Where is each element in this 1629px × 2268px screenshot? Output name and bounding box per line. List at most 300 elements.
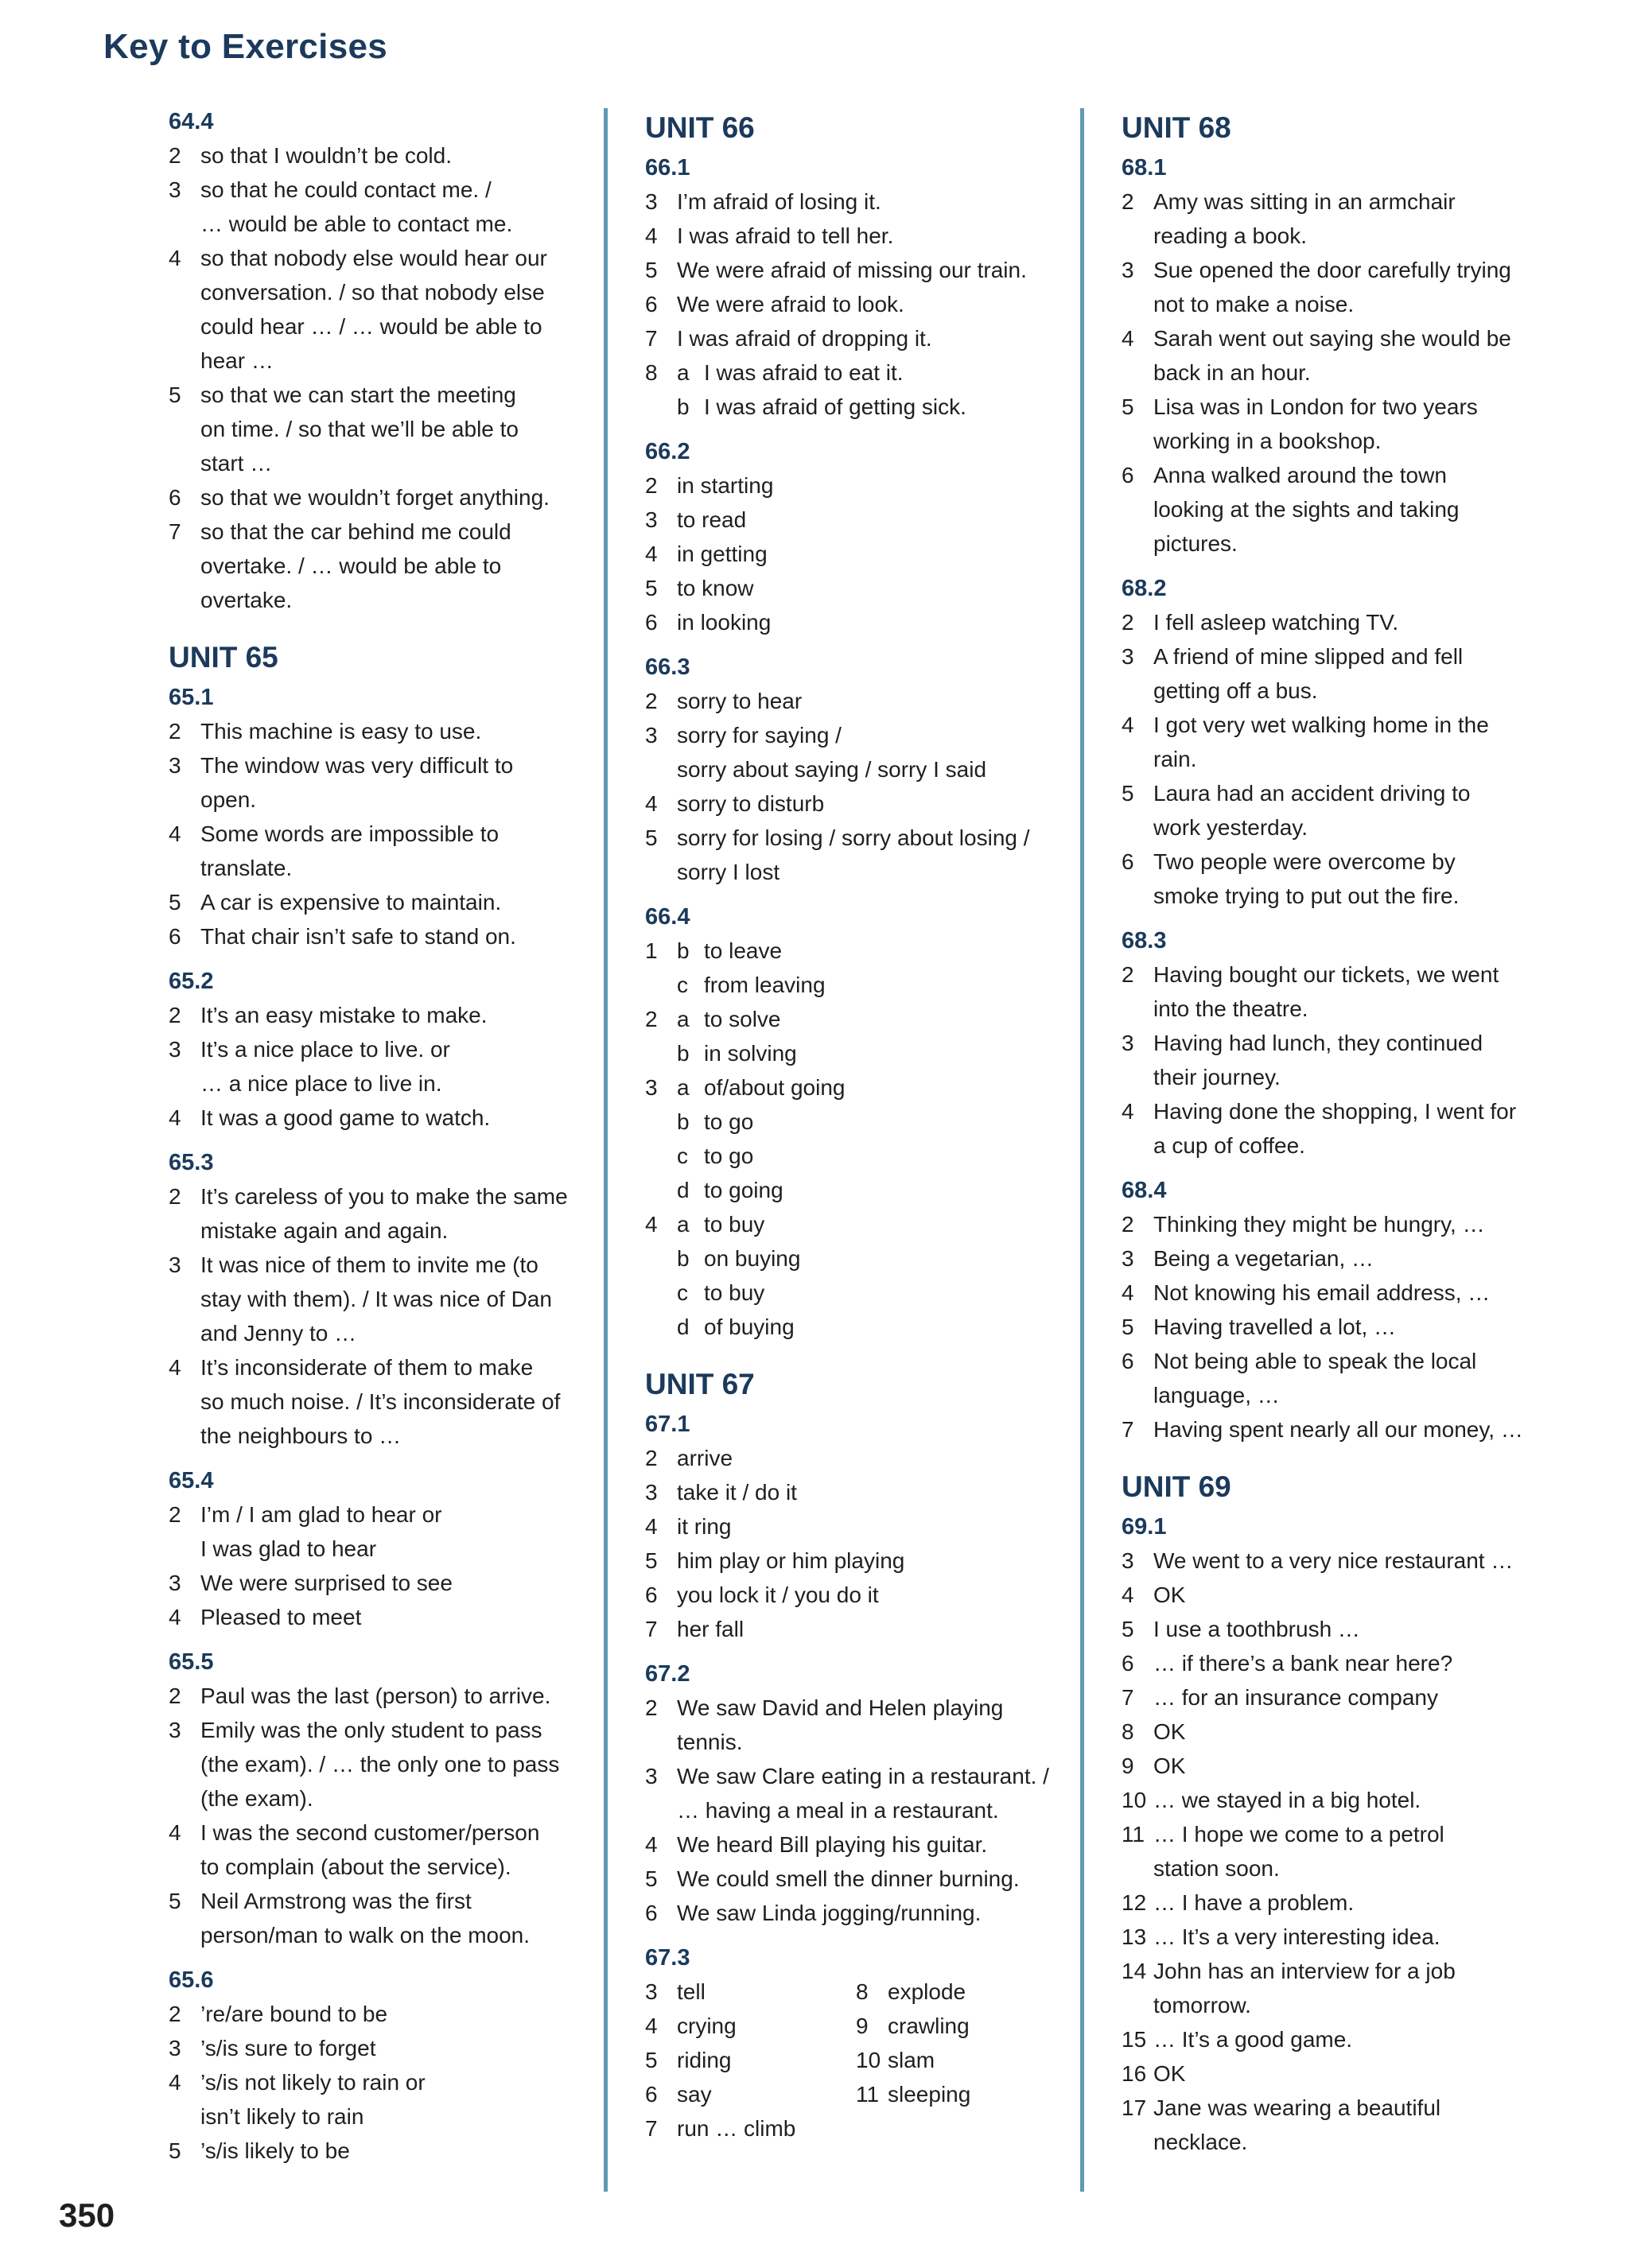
answer-line: rain. <box>1153 747 1197 771</box>
answer-number: 6 <box>645 610 658 635</box>
answer-item <box>645 2009 856 2043</box>
answer-item <box>645 605 1067 639</box>
answer-item <box>1122 390 1551 458</box>
answer-line: Thinking they might be hungry, … <box>1153 1212 1485 1237</box>
answer-line: We were surprised to see <box>200 1571 453 1595</box>
answer-item <box>169 1248 590 1350</box>
answer-line: I fell asleep watching TV. <box>1153 610 1399 635</box>
answer-item <box>1122 253 1551 321</box>
answer-number: 4 <box>1122 713 1134 737</box>
answer-number: 5 <box>645 2048 658 2072</box>
answer-item <box>169 1997 590 2031</box>
answer-line: That chair isn’t safe to stand on. <box>200 924 516 949</box>
answer-item <box>1122 1885 1551 1920</box>
answer-item <box>1122 1310 1551 1344</box>
answer-number: 4 <box>169 821 181 846</box>
answer-body <box>1153 1680 1551 1715</box>
answer-body <box>677 537 1067 571</box>
answer-body <box>1153 2022 1551 2056</box>
answer-number: 2 <box>169 1003 181 1027</box>
answer-text: riding <box>677 2048 732 2072</box>
answer-line: translate. <box>200 856 293 880</box>
answer-item <box>645 718 1067 786</box>
answer-number: 3 <box>1122 1031 1134 1055</box>
column-divider <box>1080 108 1084 2192</box>
answer-number: 6 <box>645 1583 658 1607</box>
answer-item <box>1122 605 1551 639</box>
answer-number: 3 <box>1122 1246 1134 1271</box>
answer-number: 3 <box>645 1075 658 1100</box>
answer-item <box>1122 957 1551 1026</box>
answer-body <box>200 1179 590 1248</box>
answer-body <box>677 821 1067 889</box>
answer-line: We saw Clare eating in a restaurant. / <box>677 1764 1049 1788</box>
sub-letter: a <box>677 360 690 385</box>
answer-number: 3 <box>645 1979 658 2004</box>
answer-number: 2 <box>645 1007 658 1031</box>
answer-line: (the exam). / … the only one to pass <box>200 1752 560 1777</box>
answer-line: him play or him playing <box>677 1548 905 1573</box>
sub-letter: c <box>677 1280 688 1305</box>
two-column-answers <box>645 1975 1067 2146</box>
answer-line: It’s an easy mistake to make. <box>200 1003 488 1027</box>
answer-line: so that nobody else would hear our <box>200 246 547 270</box>
answer-line: work yesterday. <box>1153 815 1308 840</box>
answer-body <box>1153 253 1551 321</box>
column-3 <box>1122 105 1551 2159</box>
answer-line: so that I wouldn’t be cold. <box>200 143 452 168</box>
answer-line: … It’s a very interesting idea. <box>1153 1924 1440 1949</box>
answer-number: 4 <box>169 1820 181 1845</box>
answer-line: Pleased to meet <box>200 1605 362 1629</box>
answer-item <box>1122 1749 1551 1783</box>
sub-letter: a <box>677 1075 690 1100</box>
answer-item <box>169 1497 590 1566</box>
answer-number: 2 <box>1122 189 1134 214</box>
answer-number: 7 <box>645 326 658 351</box>
answer-item <box>645 1862 1067 1896</box>
answer-line: Paul was the last (person) to arrive. <box>200 1684 551 1708</box>
answer-number: 9 <box>1122 1753 1134 1778</box>
answer-line: … a nice place to live in. <box>200 1071 442 1096</box>
answer-body <box>200 1101 590 1135</box>
answer-number: 2 <box>169 1684 181 1708</box>
answer-line: ’s/is likely to be <box>200 2138 350 2163</box>
sub-answer <box>677 1036 1067 1070</box>
answer-body <box>677 287 1067 321</box>
answer-body <box>1153 1412 1551 1447</box>
answer-line: language, … <box>1153 1383 1280 1408</box>
exercise-heading: 65.2 <box>169 969 214 994</box>
sub-text: from leaving <box>704 973 826 997</box>
spacer <box>169 617 590 635</box>
answer-number: 7 <box>1122 1685 1134 1710</box>
answer-line: arrive <box>677 1446 733 1470</box>
answer-line: Having had lunch, they continued <box>1153 1031 1483 1055</box>
answer-item <box>1122 1026 1551 1094</box>
answer-line: We heard Bill playing his guitar. <box>677 1832 988 1857</box>
answer-body <box>200 1600 590 1634</box>
answer-line: sorry I lost <box>677 860 780 884</box>
answer-body <box>1153 1578 1551 1612</box>
unit-heading: UNIT 69 <box>1122 1470 1231 1503</box>
answer-number: 3 <box>1122 1548 1134 1573</box>
answer-number: 10 <box>1122 1788 1147 1812</box>
answer-item <box>645 1509 1067 1544</box>
sub-answer <box>677 1276 1067 1310</box>
answer-item <box>645 786 1067 821</box>
answer-item <box>645 1070 1067 1207</box>
answer-number: 6 <box>169 485 181 510</box>
sub-letter: a <box>677 1212 690 1237</box>
answer-item <box>1122 708 1551 776</box>
answer-item <box>169 1713 590 1816</box>
answer-body <box>677 1691 1067 1759</box>
answer-number: 5 <box>169 1889 181 1913</box>
answer-number: 13 <box>1122 1924 1147 1949</box>
unit-heading: UNIT 67 <box>645 1368 755 1400</box>
answer-body <box>1153 1344 1551 1412</box>
answer-line: mistake again and again. <box>200 1218 449 1243</box>
answer-item <box>1122 1680 1551 1715</box>
answer-line: A friend of mine slipped and fell <box>1153 644 1464 669</box>
answer-item <box>169 998 590 1032</box>
answer-number: 5 <box>1122 1315 1134 1339</box>
answer-number: 14 <box>1122 1959 1147 1983</box>
answer-number: 7 <box>1122 1417 1134 1442</box>
answer-item <box>856 2043 1067 2077</box>
answer-item <box>856 1975 1067 2009</box>
exercise-heading: 64.4 <box>169 109 214 134</box>
answer-number: 10 <box>856 2048 881 2072</box>
answer-item <box>645 1612 1067 1646</box>
answer-line: could hear … / … would be able to <box>200 314 542 339</box>
answer-item <box>1122 184 1551 253</box>
answer-body <box>1153 1310 1551 1344</box>
answer-body <box>1153 2056 1551 2091</box>
answer-number: 6 <box>1122 463 1134 487</box>
answer-item <box>1122 1612 1551 1646</box>
answer-line: Emily was the only student to pass <box>200 1718 542 1742</box>
sub-letter: b <box>677 938 690 963</box>
exercise-heading: 69.1 <box>1122 1514 1167 1540</box>
answer-line: John has an interview for a job <box>1153 1959 1456 1983</box>
answer-body <box>677 219 1067 253</box>
answer-body <box>200 748 590 817</box>
answer-item <box>1122 1783 1551 1817</box>
answer-line: Having travelled a lot, … <box>1153 1315 1397 1339</box>
answer-line: to know <box>677 576 754 600</box>
answer-number: 3 <box>1122 258 1134 282</box>
answer-line: I’m / I am glad to hear or <box>200 1502 442 1527</box>
answer-line: getting off a bus. <box>1153 678 1318 703</box>
sub-text: I was afraid to eat it. <box>704 360 904 385</box>
answer-line: I was the second customer/person <box>200 1820 540 1845</box>
spacer <box>645 1344 1067 1361</box>
answer-item <box>169 714 590 748</box>
answer-number: 2 <box>169 1184 181 1209</box>
answer-body <box>200 998 590 1032</box>
answer-text: crying <box>677 2014 737 2038</box>
exercise-heading: 65.5 <box>169 1649 214 1675</box>
answer-line: I was afraid to tell her. <box>677 223 894 248</box>
sub-letter: c <box>677 1144 688 1168</box>
answer-number: 3 <box>645 507 658 532</box>
answer-item <box>1122 1954 1551 2022</box>
answer-line: ’s/is sure to forget <box>200 2036 376 2060</box>
answer-line: back in an hour. <box>1153 360 1311 385</box>
answer-line: … having a meal in a restaurant. <box>677 1798 999 1823</box>
answer-number: 2 <box>645 1695 658 1720</box>
answer-line: OK <box>1153 1583 1186 1607</box>
answer-number: 4 <box>645 1212 658 1237</box>
sub-answer <box>677 390 1067 424</box>
answer-item <box>645 2077 856 2111</box>
answer-item <box>1122 845 1551 913</box>
answer-line: Sue opened the door carefully trying <box>1153 258 1511 282</box>
answer-text: explode <box>888 1979 966 2004</box>
answer-item <box>1122 1715 1551 1749</box>
answer-item <box>1122 1817 1551 1885</box>
answer-line: so much noise. / It’s inconsiderate of <box>200 1389 561 1414</box>
answer-item <box>169 1600 590 1634</box>
answer-item <box>169 2031 590 2065</box>
exercise-heading: 68.4 <box>1122 1178 1167 1203</box>
answer-line: so that the car behind me could <box>200 519 511 544</box>
answer-number: 4 <box>645 2014 658 2038</box>
answer-body <box>200 515 590 617</box>
answer-number: 4 <box>169 1105 181 1130</box>
answer-line: We could smell the dinner burning. <box>677 1866 1020 1891</box>
answer-body <box>1153 1276 1551 1310</box>
answer-line: to complain (about the service). <box>200 1854 511 1879</box>
sub-text: to go <box>704 1109 754 1134</box>
answer-body <box>200 1713 590 1816</box>
answer-body <box>1153 321 1551 390</box>
answer-body <box>677 1002 1067 1070</box>
answer-item <box>645 355 1067 424</box>
unit-heading: UNIT 68 <box>1122 111 1231 144</box>
sub-letter: b <box>677 394 690 419</box>
answer-number: 11 <box>1122 1822 1145 1847</box>
answer-body <box>677 934 1067 1002</box>
answer-line: so that we wouldn’t forget anything. <box>200 485 550 510</box>
answer-number: 6 <box>1122 849 1134 874</box>
answer-line: … I have a problem. <box>1153 1890 1355 1915</box>
answer-number: 3 <box>169 1252 181 1277</box>
answer-body <box>200 378 590 480</box>
answer-body <box>1153 1544 1551 1578</box>
answer-text: say <box>677 2082 712 2107</box>
answer-body <box>200 1997 590 2031</box>
answer-line: It’s inconsiderate of them to make <box>200 1355 534 1380</box>
answer-item <box>169 515 590 617</box>
answer-item <box>1122 1412 1551 1447</box>
answer-item <box>1122 1094 1551 1163</box>
unit-heading: UNIT 65 <box>169 641 278 674</box>
answer-body <box>200 817 590 885</box>
answer-number: 5 <box>645 1548 658 1573</box>
answer-number: 5 <box>169 2138 181 2163</box>
answer-number: 9 <box>856 2014 869 2038</box>
answer-line: overtake. <box>200 588 293 612</box>
answer-body <box>1153 957 1551 1026</box>
sub-letter: b <box>677 1109 690 1134</box>
answer-line: sorry for saying / <box>677 723 842 748</box>
answer-item <box>645 1896 1067 1930</box>
answer-number: 4 <box>645 791 658 816</box>
sub-text: I was afraid of getting sick. <box>704 394 966 419</box>
answer-number: 6 <box>1122 1349 1134 1373</box>
answer-item <box>169 1179 590 1248</box>
exercise-heading: 65.1 <box>169 685 214 710</box>
sub-text: to leave <box>704 938 783 963</box>
answer-body <box>200 1032 590 1101</box>
answer-line: smoke trying to put out the fire. <box>1153 884 1460 908</box>
answer-line: sorry to hear <box>677 689 803 713</box>
answer-item <box>645 321 1067 355</box>
answer-body <box>677 468 1067 503</box>
answer-number: 4 <box>1122 1280 1134 1305</box>
answer-body <box>200 2065 590 2134</box>
answer-body <box>200 1497 590 1566</box>
answer-body <box>200 1248 590 1350</box>
unit-heading: UNIT 66 <box>645 111 755 144</box>
answer-line: Having done the shopping, I went for <box>1153 1099 1517 1124</box>
answer-body <box>677 1207 1067 1344</box>
answer-number: 2 <box>1122 1212 1134 1237</box>
sub-text: to solve <box>704 1007 781 1031</box>
answer-body <box>200 1679 590 1713</box>
answer-number: 11 <box>856 2082 880 2107</box>
answer-body <box>200 241 590 378</box>
exercise-heading: 65.3 <box>169 1150 214 1175</box>
answer-body <box>200 138 590 173</box>
answer-body <box>677 321 1067 355</box>
answer-body <box>200 714 590 748</box>
answer-item <box>645 537 1067 571</box>
answer-body <box>1153 1954 1551 2022</box>
answer-line: into the theatre. <box>1153 996 1308 1021</box>
answer-line: take it / do it <box>677 1480 797 1505</box>
answer-body <box>677 1070 1067 1207</box>
answer-line: I use a toothbrush … <box>1153 1617 1360 1641</box>
answer-line: so that we can start the meeting <box>200 383 516 407</box>
answer-line: I was glad to hear <box>200 1536 377 1561</box>
answer-line: in starting <box>677 473 774 498</box>
answer-line: on time. / so that we’ll be able to <box>200 417 519 441</box>
answer-item <box>645 1975 856 2009</box>
answer-line: … I hope we come to a petrol <box>1153 1822 1444 1847</box>
sub-text: to go <box>704 1144 754 1168</box>
answer-number: 3 <box>169 1718 181 1742</box>
answer-number: 2 <box>645 1446 658 1470</box>
answer-line: in getting <box>677 542 768 566</box>
answer-line: OK <box>1153 1719 1186 1744</box>
answer-line: Some words are impossible to <box>200 821 500 846</box>
answer-line: Being a vegetarian, … <box>1153 1246 1374 1271</box>
answer-number: 3 <box>169 1571 181 1595</box>
answer-body <box>1153 1612 1551 1646</box>
answer-line: Jane was wearing a beautiful <box>1153 2095 1441 2120</box>
answer-line: working in a bookshop. <box>1153 429 1382 453</box>
answer-body <box>1153 1817 1551 1885</box>
answer-number: 6 <box>1122 1651 1134 1676</box>
answer-text: sleeping <box>888 2082 971 2107</box>
answer-body <box>200 2134 590 2168</box>
answer-line: to read <box>677 507 747 532</box>
answer-line: a cup of coffee. <box>1153 1133 1305 1158</box>
answer-item <box>1122 1344 1551 1412</box>
answer-body <box>1153 845 1551 913</box>
answer-number: 5 <box>169 383 181 407</box>
answer-line: not to make a noise. <box>1153 292 1355 317</box>
answer-line: Not knowing his email address, … <box>1153 1280 1491 1305</box>
answer-item <box>645 1441 1067 1475</box>
answer-number: 4 <box>1122 1583 1134 1607</box>
sub-answer <box>677 934 1067 968</box>
sub-text: on buying <box>704 1246 801 1271</box>
answer-line: Having spent nearly all our money, … <box>1153 1417 1523 1442</box>
answer-line: stay with them). / It was nice of Dan <box>200 1287 552 1311</box>
answer-body <box>1153 184 1551 253</box>
answer-body <box>1153 605 1551 639</box>
answer-item <box>169 2134 590 2168</box>
answer-body <box>677 718 1067 786</box>
answer-number: 6 <box>645 2082 658 2107</box>
answer-body <box>677 684 1067 718</box>
answer-body <box>677 1475 1067 1509</box>
answer-line: A car is expensive to maintain. <box>200 890 502 915</box>
answer-body <box>1153 1026 1551 1094</box>
answer-item <box>645 1691 1067 1759</box>
answer-item <box>169 1350 590 1453</box>
answer-item <box>1122 1207 1551 1241</box>
answer-item <box>169 241 590 378</box>
answer-number: 5 <box>645 258 658 282</box>
answer-line: Not being able to speak the local <box>1153 1349 1477 1373</box>
answer-text: run … climb <box>677 2116 796 2141</box>
answer-line: OK <box>1153 2061 1186 2086</box>
sub-answer <box>677 1310 1067 1344</box>
answer-number: 2 <box>1122 610 1134 635</box>
answer-item <box>645 1759 1067 1827</box>
answer-line: her fall <box>677 1617 745 1641</box>
answer-number: 3 <box>645 189 658 214</box>
answer-line: sorry about saying / sorry I said <box>677 757 987 782</box>
answer-line: and Jenny to … <box>200 1321 357 1346</box>
answer-line: ’re/are bound to be <box>200 2002 388 2026</box>
answer-column <box>645 1975 856 2146</box>
answer-item <box>645 2043 856 2077</box>
answer-item <box>169 1679 590 1713</box>
sub-text: in solving <box>704 1041 797 1066</box>
sub-letter: a <box>677 1007 690 1031</box>
answer-item <box>645 468 1067 503</box>
answer-line: Anna walked around the town <box>1153 463 1447 487</box>
answer-number: 4 <box>169 246 181 270</box>
answer-item <box>1122 321 1551 390</box>
answer-item <box>1122 2091 1551 2159</box>
answer-line: I’m afraid of losing it. <box>677 189 881 214</box>
column-divider <box>604 108 608 2192</box>
answer-body <box>200 1884 590 1952</box>
sub-answer <box>677 355 1067 390</box>
answer-line: isn’t likely to rain <box>200 2104 364 2129</box>
answer-line: Having bought our tickets, we went <box>1153 962 1499 987</box>
answer-body <box>677 1509 1067 1544</box>
answer-line: sorry to disturb <box>677 791 825 816</box>
